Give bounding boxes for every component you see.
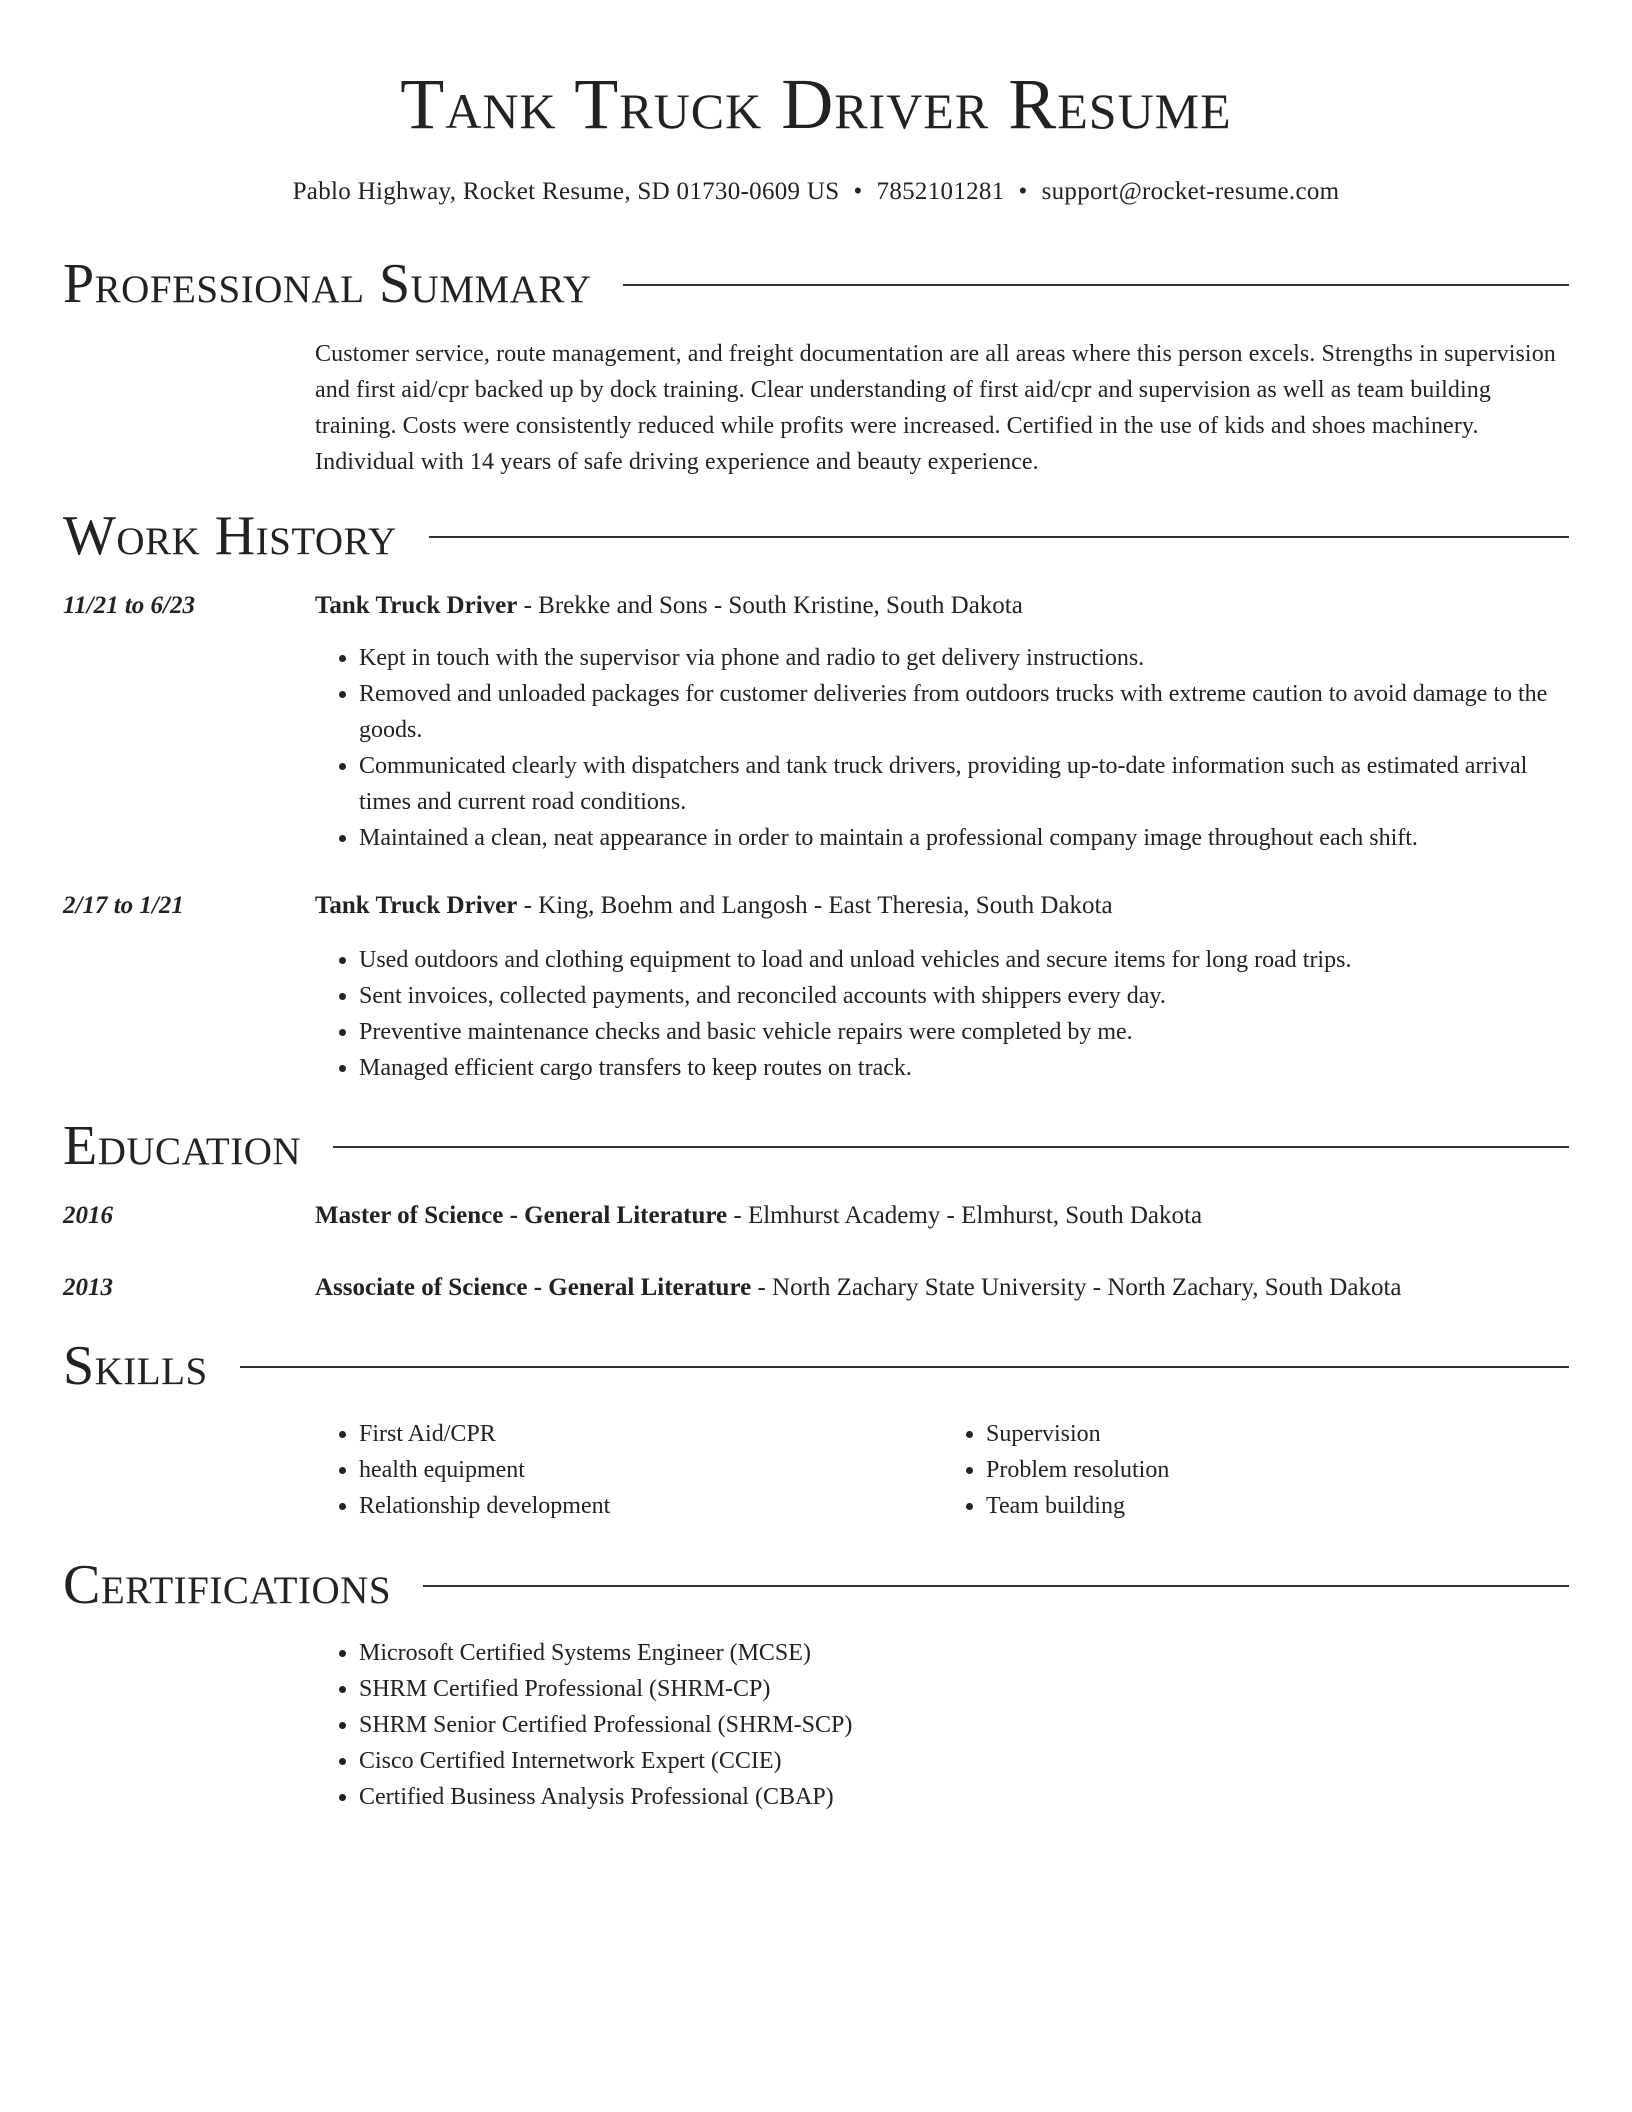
section-professional-summary bbox=[63, 252, 1569, 480]
job-role: Tank Truck Driver bbox=[315, 592, 518, 619]
job-heading bbox=[315, 888, 1569, 924]
section-title-education: Education bbox=[63, 1115, 302, 1177]
list-item: • Communicated clearly with dispatchers and tank truck drivers, providing up-to-date information such as estimated arrival times and current road conditions. bbox=[359, 748, 1569, 820]
contact-address: Pablo Highway, Rocket Resume, SD 01730-0609 US bbox=[292, 178, 840, 205]
list-item: • Cisco Certified Internetwork Expert (CCIE) bbox=[359, 1743, 1569, 1779]
section-header bbox=[63, 252, 1569, 316]
list-item: • health equipment bbox=[359, 1452, 942, 1488]
job-role: Tank Truck Driver bbox=[315, 892, 518, 919]
section-title-certifications: Certifications bbox=[63, 1554, 392, 1616]
education-year: 2016 bbox=[63, 1202, 113, 1229]
skills-grid bbox=[315, 1416, 1569, 1524]
contact-email: support@rocket-resume.com bbox=[1041, 178, 1340, 205]
job-entry bbox=[63, 888, 1569, 1086]
job-entry bbox=[63, 588, 1569, 856]
section-divider bbox=[423, 1585, 1569, 1587]
job-bullets bbox=[315, 640, 1569, 856]
education-entry bbox=[63, 1270, 1569, 1306]
summary-body bbox=[315, 336, 1569, 480]
list-item: • Preventive maintenance checks and basic vehicle repairs were completed by me. bbox=[359, 1014, 1569, 1050]
resume-title: Tank Truck Driver Resume bbox=[400, 64, 1232, 144]
list-item: • Team building bbox=[986, 1488, 1569, 1524]
section-work-history bbox=[63, 504, 1569, 1086]
education-degree: Master of Science - General Literature bbox=[315, 1202, 728, 1229]
summary-text: Customer service, route management, and freight documentation are all areas where this person excels. Strengths in supervision and first aid/cpr backed up by dock training. Clear understanding of first aid/cpr and supervision as well as team building training. Costs were consistently reduced while profits were increased. Certified in the use of kids and shoes machinery. Individual with 14 years of safe driving experience and beauty experience. bbox=[315, 341, 1556, 475]
list-item: • Certified Business Analysis Professional (CBAP) bbox=[359, 1779, 1569, 1815]
section-title-summary: Professional Summary bbox=[63, 253, 592, 315]
skills-column-left bbox=[315, 1416, 942, 1524]
skills-body bbox=[315, 1416, 1569, 1524]
section-divider bbox=[623, 284, 1569, 286]
list-item: • Kept in touch with the supervisor via phone and radio to get delivery instructions. bbox=[359, 640, 1569, 676]
education-details: - Elmhurst Academy - Elmhurst, South Dakota bbox=[727, 1202, 1203, 1229]
contact-phone: 7852101281 bbox=[876, 178, 1005, 205]
job-heading bbox=[315, 588, 1569, 624]
job-dates: 11/21 to 6/23 bbox=[63, 592, 195, 619]
education-degree: Associate of Science - General Literature bbox=[315, 1274, 752, 1301]
section-divider bbox=[333, 1146, 1569, 1148]
section-title-skills: Skills bbox=[63, 1335, 208, 1397]
list-item: • Relationship development bbox=[359, 1488, 942, 1524]
list-item: • Supervision bbox=[986, 1416, 1569, 1452]
job-bullets bbox=[315, 942, 1569, 1086]
contact-separator: • bbox=[853, 178, 863, 205]
section-title-work: Work History bbox=[63, 505, 397, 567]
section-header bbox=[63, 1334, 1569, 1398]
list-item: • Maintained a clean, neat appearance in order to maintain a professional company image throughout each shift. bbox=[359, 820, 1569, 856]
list-item: • Sent invoices, collected payments, and reconciled accounts with shippers every day. bbox=[359, 978, 1569, 1014]
list-item: • Used outdoors and clothing equipment to load and unload vehicles and secure items for long road trips. bbox=[359, 942, 1569, 978]
section-education bbox=[63, 1114, 1569, 1306]
education-year: 2013 bbox=[63, 1274, 113, 1301]
section-divider bbox=[240, 1366, 1569, 1368]
contact-separator: • bbox=[1018, 178, 1028, 205]
list-item: • Microsoft Certified Systems Engineer (MCSE) bbox=[359, 1635, 1569, 1671]
list-item: • Removed and unloaded packages for customer deliveries from outdoors trucks with extreme caution to avoid damage to the goods. bbox=[359, 676, 1569, 748]
section-header bbox=[63, 504, 1569, 568]
skills-column-right bbox=[942, 1416, 1569, 1524]
job-details: - King, Boehm and Langosh - East Theresia, South Dakota bbox=[517, 892, 1113, 919]
section-divider bbox=[429, 536, 1569, 538]
education-details: - North Zachary State University - North Zachary, South Dakota bbox=[751, 1274, 1402, 1301]
section-certifications bbox=[63, 1553, 1569, 1815]
list-item: • First Aid/CPR bbox=[359, 1416, 942, 1452]
list-item: • Problem resolution bbox=[986, 1452, 1569, 1488]
section-header bbox=[63, 1553, 1569, 1617]
job-dates: 2/17 to 1/21 bbox=[63, 892, 184, 919]
list-item: • SHRM Certified Professional (SHRM-CP) bbox=[359, 1671, 1569, 1707]
education-heading bbox=[315, 1198, 1569, 1234]
section-header bbox=[63, 1114, 1569, 1178]
list-item: • Managed efficient cargo transfers to keep routes on track. bbox=[359, 1050, 1569, 1086]
education-heading bbox=[315, 1270, 1569, 1306]
list-item: • SHRM Senior Certified Professional (SHRM-SCP) bbox=[359, 1707, 1569, 1743]
job-details: - Brekke and Sons - South Kristine, South Dakota bbox=[517, 592, 1023, 619]
contact-line bbox=[0, 174, 1632, 210]
education-entry bbox=[63, 1198, 1569, 1234]
section-skills bbox=[63, 1334, 1569, 1524]
certifications-body bbox=[315, 1635, 1569, 1815]
